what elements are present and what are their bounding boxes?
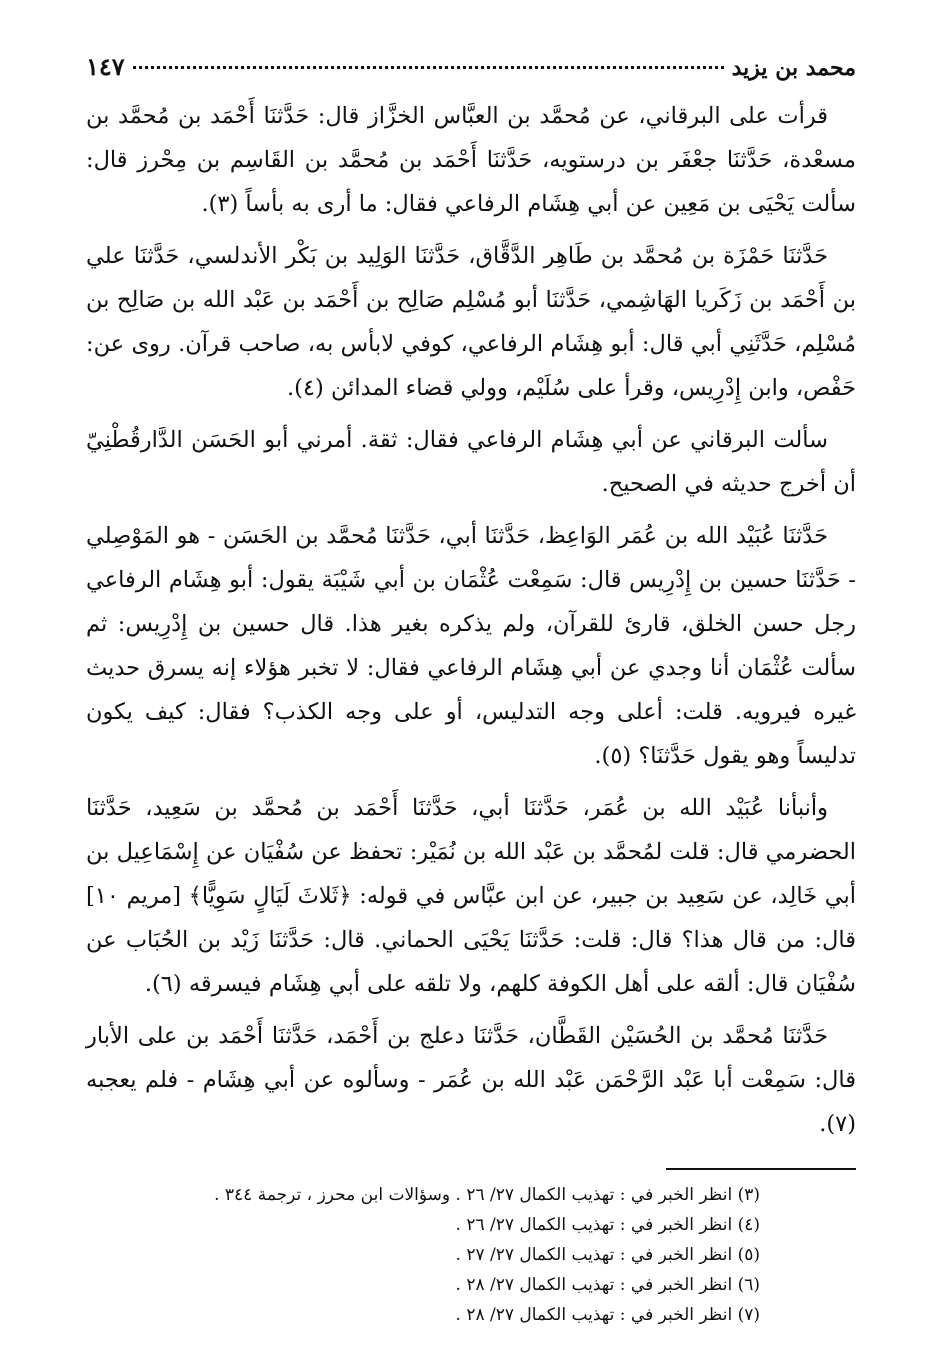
paragraph: قرأت على البرقاني، عن مُحمَّد بن العبَّاس الخزَّاز قال: حَدَّثنَا أَحْمَد بن مُحمَّد بن مسعْدة، حَدَّثنَا جعْفَر بن درستويه، حَدَّثنَا أَحْمَد بن مُحمَّد بن القَاسِم بن مِحْرز قال: سألت يَحْيَى بن مَعِين عن أبي هِشَام الرفاعي فقال: ما أرى به بأساً (٣).: [86, 103, 856, 217]
running-title: محمد بن يزيد: [731, 55, 856, 81]
paragraph: حَدَّثنَا مُحمَّد بن الحُسَيْن القَطَّان، حَدَّثنَا دعلج بن أَحْمَد، حَدَّثنَا أَحْمَد بن على الأبار قال: سَمِعْت أبا عَبْد الرَّحْمَن عَبْد الله بن عُمَر - وسألوه عن أبي هِشَام - فلم يعجبه (٧).: [86, 1023, 856, 1137]
footnotes: [86, 1180, 856, 1330]
book-page: [86, 52, 856, 1330]
paragraph: حَدَّثنَا عُبَيْد الله بن عُمَر الوَاعِظ، حَدَّثنَا أبي، حَدَّثنَا مُحمَّد بن الحَسَن - هو المَوْصِلي - حَدَّثنَا حسين بن إِدْرِيس قال: سَمِعْت عُثْمَان بن أبي شَيْبَة يقول: أبو هِشَام الرفاعي رجل حسن الخلق، قارئ للقرآن، ولم يذكره بغير هذا. قال حسين بن إِدْرِيس: ثم سألت عُثْمَان أنا وجدي عن أبي هِشَام الرفاعي فقال: لا تخبر هؤلاء إنه يسرق حديث غيره فيرويه. قلت: أعلى وجه التدليس، أو على وجه الكذب؟ فقال: كيف يكون تدليساً وهو يقول حَدَّثنَا؟ (٥).: [86, 523, 856, 769]
footnote: (٣) انظر الخبر في : تهذيب الكمال ٢٧/ ٢٦ . وسؤالات ابن محرز ، ترجمة ٣٤٤ .: [214, 1185, 760, 1205]
leader-dots: [133, 66, 724, 69]
main-text: [86, 94, 856, 1146]
running-header: [86, 52, 856, 88]
footnote: (٥) انظر الخبر في : تهذيب الكمال ٢٧/ ٢٧ .: [455, 1245, 760, 1265]
footnote: (٧) انظر الخبر في : تهذيب الكمال ٢٧/ ٢٨ .: [455, 1305, 760, 1325]
paragraph: حَدَّثنَا حَمْزَة بن مُحمَّد بن طَاهِر الدَّقَّاق، حَدَّثنَا الوَلِيد بن بَكْر الأندلسي، حَدَّثنَا علي بن أَحْمَد بن زَكَريا الهَاشِمي، حَدَّثنَا أبو مُسْلِم صَالِح بن أَحْمَد بن عَبْد الله بن صَالِح بن مُسْلِم، حَدَّثَنِي أبي قال: أبو هِشَام الرفاعي، كوفي لابأس به، صاحب قرآن. روى عن: حَفْص، وابن إِدْرِيس، وقرأ على سُلَيْم، وولي قضاء المدائن (٤).: [86, 243, 856, 401]
paragraph: وأنبأنا عُبَيْد الله بن عُمَر، حَدَّثنَا أبي، حَدَّثنَا أَحْمَد بن مُحمَّد بن سَعِيد، حَدَّثنَا الحضرمي قال: قلت لمُحمَّد بن عَبْد الله بن نُمَيْر: تحفظ عن سُفْيَان عن إِسْمَاعِيل بن أبي خَالِد، عن سَعِيد بن جبير، عن ابن عبَّاس في قوله: ﴿ثَلاثَ لَيَالٍ سَوِيًّا﴾ [مريم ١٠] قال: من قال هذا؟ قال: قلت: حَدَّثنَا يَحْيَى الحماني. قال: حَدَّثنَا زَيْد بن الحُبَاب عن سُفْيَان قال: ألقه على أهل الكوفة كلهم، ولا تلقه على أبي هِشَام فيسرقه (٦).: [86, 795, 856, 997]
page-number: ١٤٧: [86, 52, 125, 81]
footnote-separator: [666, 1168, 856, 1170]
footnote: (٤) انظر الخبر في : تهذيب الكمال ٢٧/ ٢٦ .: [455, 1215, 760, 1235]
paragraph: سألت البرقاني عن أبي هِشَام الرفاعي فقال: ثقة. أمرني أبو الحَسَن الدَّارقُطْنِيّ أن أخرج حديثه في الصحيح.: [86, 427, 856, 497]
footnote: (٦) انظر الخبر في : تهذيب الكمال ٢٧/ ٢٨ .: [455, 1275, 760, 1295]
